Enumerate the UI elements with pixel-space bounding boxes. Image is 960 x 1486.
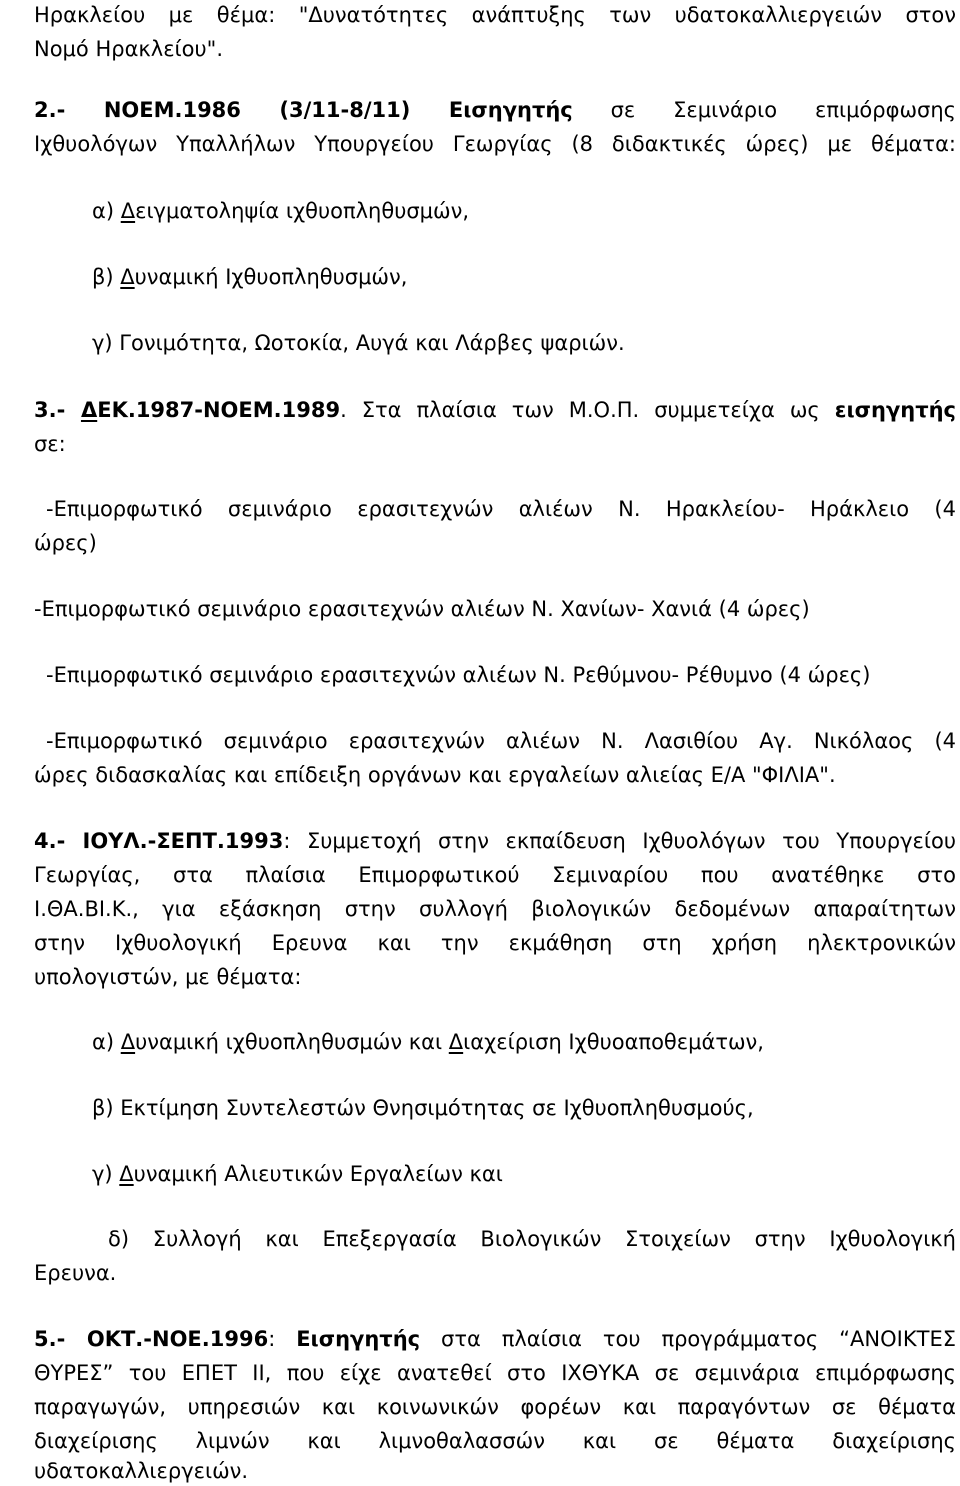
s2-date: ΝΟΕΜ.1986 (103, 98, 241, 122)
s5-date: ΟΚΤ.-ΝΟΕ.1996 (86, 1327, 269, 1351)
s3-item-4-line-2: ώρες διδασκαλίας και επίδειξη οργάνων και εργαλείων αλιείας Ε/Α "ΦΙΛΙΑ". (34, 763, 836, 787)
s2-item-a: α) Δειγματοληψία ιχθυοπληθυσμών, (92, 199, 470, 223)
s3-date: ΔΕΚ.1987-ΝΟΕΜ.1989 (80, 398, 341, 422)
s5-number: 5.- (34, 1327, 87, 1351)
s2-role: Εισηγητής (448, 98, 573, 122)
s4-item-c: γ) Δυναμική Αλιευτικών Εργαλείων και (92, 1162, 503, 1186)
s4-date: ΙΟΥΛ.-ΣΕΠΤ.1993 (82, 829, 284, 853)
p1-line-2: Νομό Ηρακλείου". (34, 37, 223, 61)
s4-item-d-line-1: δ) Συλλογή και Επεξεργασία Βιολογικών Στοιχείων στην Ιχθυολογική (108, 1227, 956, 1251)
s2-date-range: (3/11-8/11) (240, 98, 449, 122)
s4-heading-line (34, 826, 956, 856)
s4-item-a: α) Δυναμική ιχθυοπληθυσμών και Διαχείριση Ιχθυοαποθεμάτων, (92, 1030, 764, 1054)
s4-line-2: Γεωργίας, στα πλαίσια Επιμορφωτικού Σεμιναρίου που ανατέθηκε στο (34, 863, 956, 887)
s4-line-1-rest: : Συμμετοχή στην εκπαίδευση Ιχθυολόγων του Υπουργείου (283, 829, 956, 853)
s5-line-5: υδατοκαλλιεργειών. (34, 1459, 249, 1483)
s5-role: Εισηγητής (296, 1327, 421, 1351)
s5-heading-line: 5.- ΟΚΤ.-ΝΟΕ.1996: Εισηγητής στα πλαίσια του προγράμματος “ΑΝΟΙΚΤΕΣ (34, 1327, 956, 1351)
s5-line-1-rest: στα πλαίσια του προγράμματος “ΑΝΟΙΚΤΕΣ (420, 1327, 956, 1351)
s3-item-3: -Επιμορφωτικό σεμινάριο ερασιτεχνών αλιέων Ν. Ρεθύμνου- Ρέθυμνο (4 ώρες) (46, 663, 871, 687)
s2-line-1-rest: σε Σεμινάριο επιμόρφωσης (572, 98, 956, 122)
s4-number: 4.- (34, 829, 83, 853)
s5-line-3: παραγωγών, υπηρεσιών και κοινωνικών φορέων και παραγόντων σε θέματα (34, 1395, 956, 1419)
s3-role: εισηγητής (834, 398, 956, 422)
s3-number: 3.- (34, 398, 81, 422)
s3-item-1-line-2: ώρες) (34, 531, 97, 555)
s2-line-2: Ιχθυολόγων Υπαλλήλων Υπουργείου Γεωργίας (8 διδακτικές ώρες) με θέματα: (34, 132, 956, 156)
s3-item-1-line-1: -Επιμορφωτικό σεμινάριο ερασιτεχνών αλιέων Ν. Ηρακλείου- Ηράκλειο (4 (46, 497, 956, 521)
s3-item-2: -Επιμορφωτικό σεμινάριο ερασιτεχνών αλιέων Ν. Χανίων- Χανιά (4 ώρες) (34, 597, 810, 621)
s5-line-4: διαχείρισης λιμνών και λιμνοθαλασσών και σε θέματα διαχείρισης (34, 1429, 956, 1453)
p1-line-1: Ηρακλείου με θέμα: "Δυνατότητες ανάπτυξης των υδατοκαλλιεργειών στον (34, 3, 956, 27)
s4-line-5: υπολογιστών, με θέματα: (34, 965, 302, 989)
s3-heading-line (34, 395, 956, 425)
s2-heading-line (34, 95, 956, 125)
s5-line-2: ΘΥΡΕΣ” του ΕΠΕΤ ΙΙ, που είχε ανατεθεί στο ΙΧΘΥΚΑ σε σεμινάρια επιμόρφωσης (34, 1361, 956, 1385)
s2-number: 2.- (34, 98, 104, 122)
s3-item-4-line-1: -Επιμορφωτικό σεμινάριο ερασιτεχνών αλιέων Ν. Λασιθίου Αγ. Νικόλαος (4 (46, 729, 956, 753)
s4-item-b: β) Εκτίμηση Συντελεστών Θνησιμότητας σε Ιχθυοπληθυσμούς, (92, 1096, 754, 1120)
s3-line-2: σε: (34, 432, 66, 456)
s4-item-d-line-2: Ερευνα. (34, 1261, 117, 1285)
s3-after-date: . Στα πλαίσια των Μ.Ο.Π. συμμετείχα ως (340, 398, 835, 422)
s4-line-4: στην Ιχθυολογική Ερευνα και την εκμάθηση στη χρήση ηλεκτρονικών (34, 931, 956, 955)
s2-item-b: β) Δυναμική Ιχθυοπληθυσμών, (92, 265, 408, 289)
s4-line-3: Ι.ΘΑ.ΒΙ.Κ., για εξάσκηση στην συλλογή βιολογικών δεδομένων απαραίτητων (34, 897, 956, 921)
s2-item-c: γ) Γονιμότητα, Ωοτοκία, Αυγά και Λάρβες ψαριών. (92, 331, 625, 355)
